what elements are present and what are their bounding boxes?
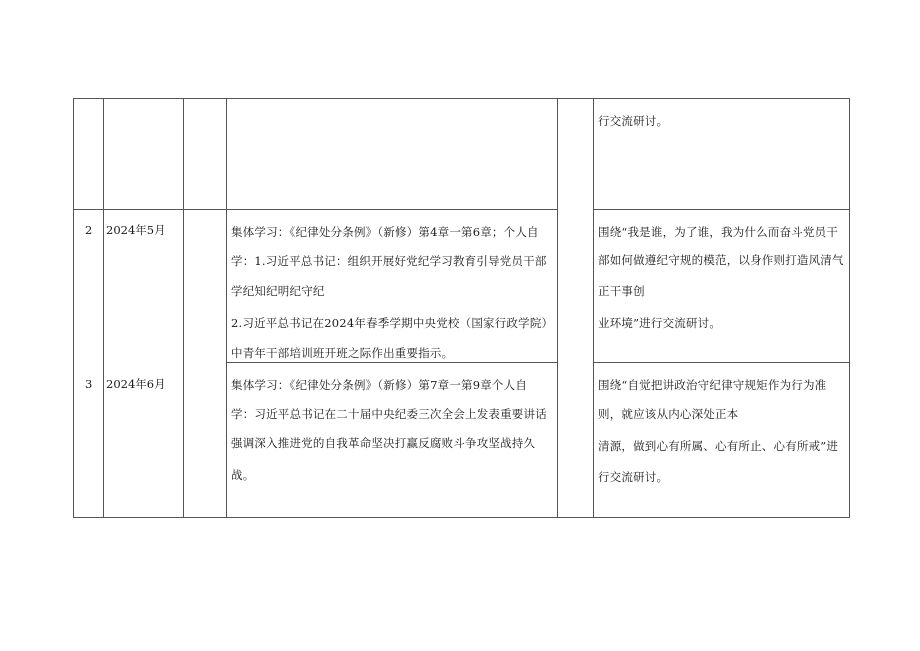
method-line: 围绕“我是谁，为了谁，我为什么而奋斗党员干: [598, 225, 839, 239]
content-line: 学：习近平总书记在二十届中央纪委三次全会上发表重要讲话: [231, 407, 547, 421]
content-line: 学纪知纪明纪守纪: [231, 284, 325, 298]
method-line: 行交流研讨。: [598, 470, 669, 484]
method-line: 围绕“自觉把讲政治守纪律守规矩作为行为准: [598, 378, 827, 392]
col-divider-content: [557, 98, 558, 518]
row-divider-1c: [593, 209, 850, 210]
row-date: 2024年5月: [106, 223, 166, 237]
col-border-left: [73, 98, 74, 518]
method-line: 部如何做遵纪守规的模范，以身作则打造风清气: [598, 253, 844, 267]
row-date: 2024年6月: [106, 377, 166, 391]
content-line: 学：1.习近平总书记：组织开展好党纪学习教育引导党员干部: [231, 254, 547, 268]
content-line: 中青年干部培训班开班之际作出重要指示。: [231, 346, 454, 360]
col-divider-gap: [593, 98, 594, 518]
content-line: 集体学习：《纪律处分条例》（新修）第7章一第9章个人自: [231, 378, 528, 392]
row-index: 2: [85, 223, 93, 237]
row-divider-2: [226, 362, 558, 363]
method-line: 则，就应该从内心深处正本: [598, 407, 739, 421]
content-line: 2.习近平总书记在2024年春季学期中央党校（国家行政学院）: [231, 316, 554, 330]
col-divider-blank: [226, 98, 227, 518]
content-line: 战。: [231, 468, 255, 482]
row-divider-2c: [593, 362, 850, 363]
content-line: 强调深入推进党的自我革命坚决打赢反腐败斗争攻坚战持久: [231, 436, 536, 450]
method-line: 清源，做到心有所属、心有所止、心有所戒”进: [598, 439, 839, 453]
content-line: 集体学习：《纪律处分条例》（新修）第4章一第6章；个人自: [231, 225, 539, 239]
table-border-bottom: [73, 517, 850, 518]
col-divider-date: [183, 98, 184, 518]
col-divider-index: [103, 98, 104, 518]
method-line: 正干事创: [598, 284, 645, 298]
row-divider-1: [73, 209, 226, 210]
table-border-top: [73, 98, 850, 99]
method-line: 业环境”进行交流研讨。: [598, 316, 722, 330]
row-divider-1b: [226, 209, 558, 210]
row-index: 3: [85, 377, 93, 391]
method-line: 行交流研讨。: [598, 114, 669, 128]
col-border-right: [849, 98, 850, 518]
